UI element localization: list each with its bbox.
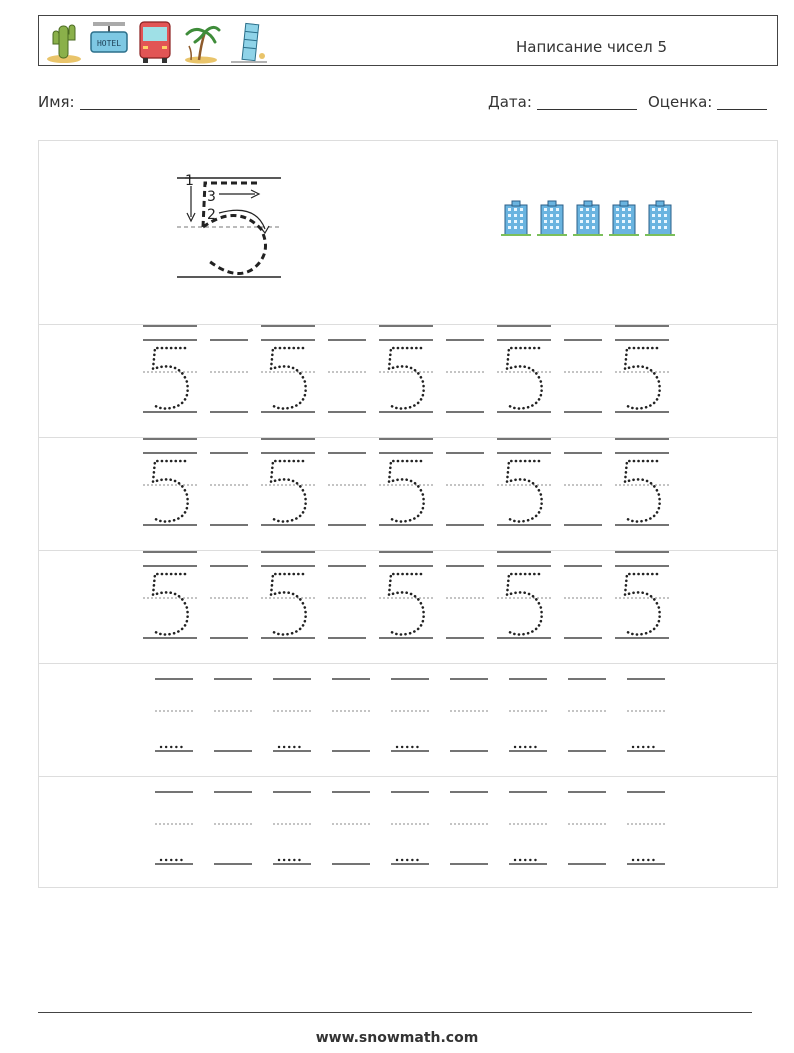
- writing-cell[interactable]: [450, 679, 488, 751]
- writing-cell[interactable]: [261, 439, 315, 525]
- writing-cell[interactable]: [379, 439, 433, 525]
- writing-cell[interactable]: [391, 792, 429, 864]
- footer-url[interactable]: www.snowmath.com: [315, 1030, 479, 1046]
- name-blank[interactable]: [80, 95, 200, 110]
- dotted-digit-5: [507, 461, 542, 522]
- writing-cell[interactable]: [328, 340, 366, 412]
- dotted-digit-5: [507, 574, 542, 635]
- name-field: [38, 93, 200, 111]
- practice-rows: [39, 141, 777, 889]
- dotted-digit-5: [271, 348, 306, 409]
- blank-row: [155, 679, 665, 751]
- writing-cell[interactable]: [143, 439, 197, 525]
- writing-cell[interactable]: [564, 340, 602, 412]
- palm-island-icon: [181, 20, 221, 64]
- dotted-digit-5: [153, 348, 188, 409]
- worksheet-title: Написание чисел 5: [515, 38, 667, 56]
- stroke-number-3: 3: [207, 189, 216, 205]
- dotted-digit-5: [271, 461, 306, 522]
- writing-cell[interactable]: [210, 340, 248, 412]
- writing-cell[interactable]: [568, 792, 606, 864]
- name-label: Имя:: [38, 93, 75, 111]
- traced-row: [143, 439, 669, 525]
- writing-cell[interactable]: [615, 552, 669, 638]
- dotted-digit-5: [625, 574, 660, 635]
- dotted-digit-5: [153, 574, 188, 635]
- writing-cell[interactable]: [214, 792, 252, 864]
- writing-cell[interactable]: [564, 453, 602, 525]
- date-label: Дата:: [488, 93, 532, 111]
- dotted-digit-5: [389, 348, 424, 409]
- stroke-number-1: 1: [185, 173, 194, 189]
- blank-row: [155, 792, 665, 864]
- writing-cell[interactable]: [627, 792, 665, 864]
- grade-field: [648, 93, 767, 111]
- writing-cell[interactable]: [627, 679, 665, 751]
- writing-cell[interactable]: [446, 340, 484, 412]
- writing-cell[interactable]: [391, 679, 429, 751]
- writing-cell[interactable]: [450, 792, 488, 864]
- svg-text:HOTEL: HOTEL: [96, 39, 122, 48]
- writing-cell[interactable]: [155, 792, 193, 864]
- writing-cell[interactable]: [497, 326, 551, 412]
- writing-cell[interactable]: [143, 552, 197, 638]
- dotted-digit-5: [625, 461, 660, 522]
- writing-cell[interactable]: [509, 679, 547, 751]
- writing-cell[interactable]: [379, 326, 433, 412]
- writing-cell[interactable]: [446, 566, 484, 638]
- footer-divider: [38, 1012, 752, 1013]
- writing-cell[interactable]: [568, 679, 606, 751]
- dotted-digit-5: [271, 574, 306, 635]
- dotted-digit-5: [507, 348, 542, 409]
- traced-row: [143, 552, 669, 638]
- writing-cell[interactable]: [261, 552, 315, 638]
- date-field: [488, 93, 637, 111]
- grade-label: Оценка:: [648, 93, 713, 111]
- writing-cell[interactable]: [497, 552, 551, 638]
- bus-icon: [137, 20, 173, 64]
- writing-cell[interactable]: [273, 792, 311, 864]
- dotted-digit-5: [389, 574, 424, 635]
- stroke-number-2: 2: [207, 207, 216, 223]
- writing-cell[interactable]: [564, 566, 602, 638]
- hotel-sign-icon: [89, 20, 129, 64]
- writing-cell[interactable]: [273, 679, 311, 751]
- traced-row: [143, 326, 669, 412]
- practice-sheet: [38, 140, 778, 888]
- writing-cell[interactable]: [509, 792, 547, 864]
- writing-cell[interactable]: [261, 326, 315, 412]
- writing-cell[interactable]: [143, 326, 197, 412]
- cactus-icon: [45, 20, 83, 64]
- writing-cell[interactable]: [210, 453, 248, 525]
- worksheet-header: [38, 15, 778, 66]
- writing-cell[interactable]: [332, 792, 370, 864]
- writing-cell[interactable]: [214, 679, 252, 751]
- writing-cell[interactable]: [379, 552, 433, 638]
- date-blank[interactable]: [537, 95, 637, 110]
- leaning-tower-icon: [229, 20, 269, 64]
- dotted-digit-5: [389, 461, 424, 522]
- writing-cell[interactable]: [328, 453, 366, 525]
- grade-blank[interactable]: [717, 95, 767, 110]
- writing-cell[interactable]: [332, 679, 370, 751]
- writing-cell[interactable]: [328, 566, 366, 638]
- writing-cell[interactable]: [155, 679, 193, 751]
- dotted-digit-5: [625, 348, 660, 409]
- dotted-digit-5: [153, 461, 188, 522]
- writing-cell[interactable]: [497, 439, 551, 525]
- writing-cell[interactable]: [615, 326, 669, 412]
- writing-cell[interactable]: [615, 439, 669, 525]
- writing-cell[interactable]: [210, 566, 248, 638]
- writing-cell[interactable]: [446, 453, 484, 525]
